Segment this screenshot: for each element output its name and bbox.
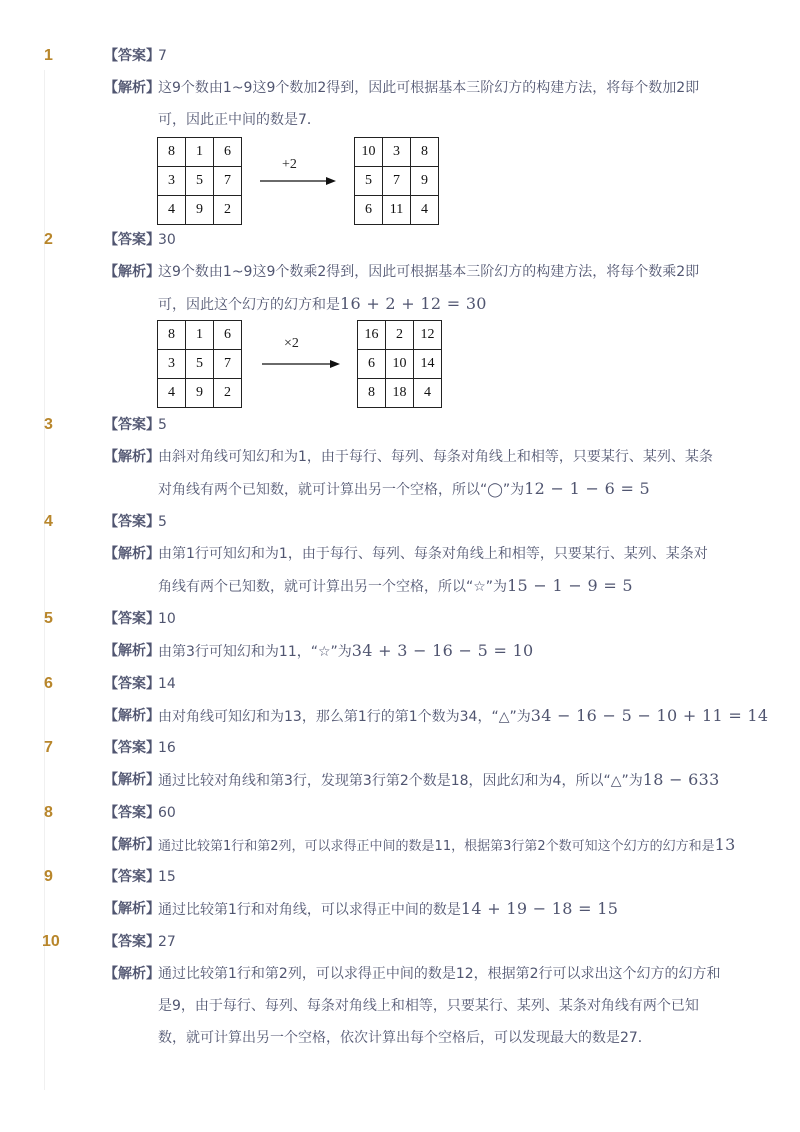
grid-cell: 9 [186,379,214,408]
analysis-label: 【解析】 [104,966,160,982]
grid-cell: 2 [214,196,242,225]
answer-value: 14 [158,676,176,692]
analysis-math: 16 + 2 + 12 = 30 [340,294,487,313]
grid-cell: 4 [158,379,186,408]
grid-cell: 11 [383,196,411,225]
grid-cell: 1 [186,138,214,167]
answer-value: 30 [158,232,176,248]
analysis-label: 【解析】 [104,449,160,465]
analysis-line [158,769,720,792]
grid-cell: 2 [386,321,414,350]
analysis-text: 通过比较对角线和第3行，发现第3行第2个数是18，因此幻和为4，所以“△”为 [158,773,643,789]
analysis-math: 14 + 19 − 18 = 15 [460,899,619,918]
grid-cell: 5 [186,350,214,379]
answer-value: 60 [158,805,176,821]
grid-cell: 6 [358,350,386,379]
magic-square-left [157,137,242,225]
analysis-text: 对角线有两个已知数，就可计算出另一个空格，所以“◯”为 [158,482,525,498]
analysis-text: 通过比较第1行和对角线，可以求得正中间的数是 [158,902,461,918]
item-number: 5 [44,610,53,627]
answer-value: 5 [158,514,167,530]
item-number: 8 [44,804,53,821]
grid-cell: 4 [158,196,186,225]
grid-cell: 1 [186,321,214,350]
grid-cell: 3 [158,167,186,196]
arrow-right-icon [258,175,338,187]
item-number: 1 [44,47,53,64]
grid-cell: 3 [383,138,411,167]
grid-cell: 3 [158,350,186,379]
answer-value: 7 [158,48,167,64]
analysis-math: 34 + 3 − 16 − 5 = 10 [351,641,534,660]
grid-cell: 8 [158,138,186,167]
analysis-label: 【解析】 [104,80,160,96]
answer-value: 15 [158,869,176,885]
grid-cell: 7 [214,350,242,379]
grid-cell: 6 [355,196,383,225]
grid-cell: 16 [358,321,386,350]
grid-cell: 5 [355,167,383,196]
answer-label: 【答案】 [104,676,160,692]
magic-square-right [357,320,442,408]
analysis-text: 由对角线可知幻和为13，那么第1行的第1个数为34，“△”为 [158,709,531,725]
answer-label: 【答案】 [104,740,160,756]
analysis-line [158,705,768,728]
analysis-line: 通过比较第1行和第2列，可以求得正中间的数是12，根据第2行可以求出这个幻方的幻方和 [158,966,721,982]
answer-label: 【答案】 [104,48,160,64]
analysis-text: 可，因此这个幻方的幻方和是 [158,297,340,313]
item-number: 7 [44,739,53,756]
answer-label: 【答案】 [104,417,160,433]
grid-cell: 10 [386,350,414,379]
grid-cell: 2 [214,379,242,408]
analysis-line [158,575,633,598]
analysis-label: 【解析】 [104,772,160,788]
analysis-text: 通过比较第1行和第2列，可以求得正中间的数是11，根据第3行第2个数可知这个幻方的幻方和是 [158,839,715,854]
operation-label: +2 [282,157,297,172]
magic-square-left [157,320,242,408]
answer-label: 【答案】 [104,869,160,885]
analysis-line: 由第1行可知幻和为1，由于每行、每列、每条对角线上和相等，只要某行、某列、某条对 [158,546,708,562]
grid-cell: 14 [414,350,442,379]
analysis-text: 角线有两个已知数，就可计算出另一个空格，所以“☆”为 [158,579,508,595]
operation-label: ×2 [284,336,299,351]
analysis-label: 【解析】 [104,643,160,659]
analysis-line [158,478,650,501]
analysis-line [158,293,487,316]
analysis-math: 15 − 1 − 9 = 5 [507,576,633,595]
item-number: 10 [42,933,60,950]
item-number: 4 [44,513,53,530]
answer-label: 【答案】 [104,934,160,950]
analysis-text: 由第3行可知幻和为11，“☆”为 [158,644,352,660]
grid-cell: 18 [386,379,414,408]
analysis-math: 34 − 16 − 5 − 10 + 11 = 14 [530,706,769,725]
item-number: 2 [44,231,53,248]
grid-cell: 7 [383,167,411,196]
magic-square-right [354,137,439,225]
analysis-line: 可，因此正中间的数是7． [158,112,321,128]
grid-cell: 6 [214,138,242,167]
answer-value: 10 [158,611,176,627]
analysis-line [158,898,618,921]
grid-cell: 4 [414,379,442,408]
grid-cell: 9 [186,196,214,225]
answer-label: 【答案】 [104,514,160,530]
analysis-line: 数，就可计算出另一个空格，依次计算出每个空格后，可以发现最大的数是27． [158,1030,652,1046]
arrow-right-icon [260,358,342,370]
answer-label: 【答案】 [104,232,160,248]
grid-cell: 8 [158,321,186,350]
grid-cell: 8 [358,379,386,408]
grid-cell: 8 [411,138,439,167]
answer-label: 【答案】 [104,611,160,627]
grid-cell: 4 [411,196,439,225]
item-number: 9 [44,868,53,885]
analysis-label: 【解析】 [104,264,160,280]
item-number: 6 [44,675,53,692]
analysis-line: 这9个数由1~9这9个数加2得到，因此可根据基本三阶幻方的构建方法，将每个数加2即 [158,80,700,96]
answer-value: 5 [158,417,167,433]
item-number: 3 [44,416,53,433]
answer-value: 16 [158,740,176,756]
analysis-math: 12 − 1 − 6 = 5 [524,479,651,498]
analysis-line [158,640,534,663]
analysis-label: 【解析】 [104,546,160,562]
analysis-line [158,834,736,858]
analysis-math: 13 [714,835,736,854]
analysis-math: 18 − 633 [642,770,720,789]
grid-cell: 6 [214,321,242,350]
answer-value: 27 [158,934,176,950]
grid-cell: 9 [411,167,439,196]
analysis-label: 【解析】 [104,837,160,853]
analysis-line: 由斜对角线可知幻和为1，由于每行、每列、每条对角线上和相等，只要某行、某列、某条 [158,449,713,465]
analysis-line: 这9个数由1~9这9个数乘2得到，因此可根据基本三阶幻方的构建方法，将每个数乘2即 [158,264,700,280]
grid-cell: 12 [414,321,442,350]
analysis-label: 【解析】 [104,901,160,917]
grid-cell: 10 [355,138,383,167]
grid-cell: 7 [214,167,242,196]
grid-cell: 5 [186,167,214,196]
analysis-line: 是9，由于每行、每列、每条对角线上和相等，只要某行、某列、某条对角线有两个已知 [158,998,699,1014]
answer-label: 【答案】 [104,805,160,821]
analysis-label: 【解析】 [104,708,160,724]
